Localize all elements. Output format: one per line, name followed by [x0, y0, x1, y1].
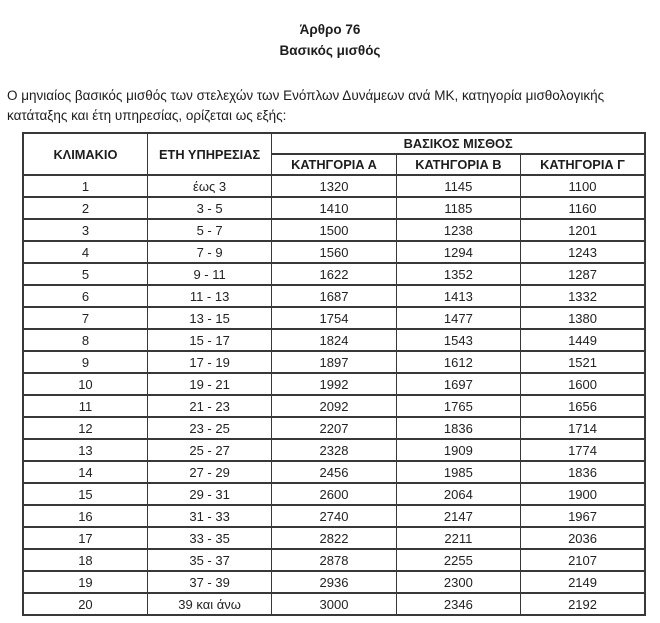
cell: 20: [23, 593, 147, 615]
cell: έως 3: [147, 175, 271, 197]
col-header-basikos-misthos: ΒΑΣΙΚΟΣ ΜΙΣΘΟΣ: [272, 133, 645, 154]
col-header-klimakio: ΚΛΙΜΑΚΙΟ: [23, 133, 147, 175]
cell: 1836: [521, 461, 645, 483]
cell: 2878: [272, 549, 396, 571]
header-row-top: [23, 133, 645, 154]
cell: 2936: [272, 571, 396, 593]
cell: 1622: [272, 263, 396, 285]
table-row: [23, 483, 645, 505]
cell: 2600: [272, 483, 396, 505]
table-row: [23, 307, 645, 329]
intro-paragraph: [7, 86, 656, 126]
cell: 19 - 21: [147, 373, 271, 395]
cell: 1774: [521, 439, 645, 461]
cell: 7: [23, 307, 147, 329]
cell: 1612: [396, 351, 520, 373]
cell: 31 - 33: [147, 505, 271, 527]
cell: 13: [23, 439, 147, 461]
cell: 1521: [521, 351, 645, 373]
cell: 1687: [272, 285, 396, 307]
cell: 1656: [521, 395, 645, 417]
cell: 11 - 13: [147, 285, 271, 307]
cell: 6: [23, 285, 147, 307]
cell: 1413: [396, 285, 520, 307]
table-row: [23, 505, 645, 527]
cell: 1697: [396, 373, 520, 395]
table-row: [23, 175, 645, 197]
cell: 1449: [521, 329, 645, 351]
cell: 3: [23, 219, 147, 241]
cell: 11: [23, 395, 147, 417]
cell: 7 - 9: [147, 241, 271, 263]
cell: 2: [23, 197, 147, 219]
cell: 1500: [272, 219, 396, 241]
cell: 3 - 5: [147, 197, 271, 219]
cell: 1477: [396, 307, 520, 329]
cell: 1238: [396, 219, 520, 241]
cell: 2092: [272, 395, 396, 417]
cell: 1410: [272, 197, 396, 219]
cell: 5: [23, 263, 147, 285]
cell: 35 - 37: [147, 549, 271, 571]
table-row: [23, 527, 645, 549]
cell: 1836: [396, 417, 520, 439]
cell: 15 - 17: [147, 329, 271, 351]
cell: 1185: [396, 197, 520, 219]
cell: 15: [23, 483, 147, 505]
cell: 1100: [521, 175, 645, 197]
table-row: [23, 373, 645, 395]
cell: 2822: [272, 527, 396, 549]
cell: 13 - 15: [147, 307, 271, 329]
cell: 1897: [272, 351, 396, 373]
cell: 39 και άνω: [147, 593, 271, 615]
cell: 1714: [521, 417, 645, 439]
cell: 16: [23, 505, 147, 527]
cell: 1900: [521, 483, 645, 505]
table-row: [23, 219, 645, 241]
cell: 1380: [521, 307, 645, 329]
table-row: [23, 329, 645, 351]
cell: 2300: [396, 571, 520, 593]
cell: 1824: [272, 329, 396, 351]
cell: 2036: [521, 527, 645, 549]
col-header-katigoria-b: ΚΑΤΗΓΟΡΙΑ Β: [396, 154, 520, 175]
cell: 1992: [272, 373, 396, 395]
cell: 1765: [396, 395, 520, 417]
cell: 25 - 27: [147, 439, 271, 461]
cell: 1287: [521, 263, 645, 285]
cell: 2149: [521, 571, 645, 593]
intro-line-2: κατάταξης και έτη υπηρεσίας, ορίζεται ως εξής:: [7, 108, 287, 123]
cell: 2328: [272, 439, 396, 461]
cell: 1600: [521, 373, 645, 395]
table-row: [23, 461, 645, 483]
cell: 21 - 23: [147, 395, 271, 417]
cell: 2740: [272, 505, 396, 527]
cell: 1352: [396, 263, 520, 285]
salary-table: [22, 132, 646, 616]
cell: 2147: [396, 505, 520, 527]
cell: 1320: [272, 175, 396, 197]
cell: 1754: [272, 307, 396, 329]
col-header-katigoria-a: ΚΑΤΗΓΟΡΙΑ Α: [272, 154, 396, 175]
cell: 29 - 31: [147, 483, 271, 505]
cell: 8: [23, 329, 147, 351]
cell: 1243: [521, 241, 645, 263]
cell: 2107: [521, 549, 645, 571]
cell: 9 - 11: [147, 263, 271, 285]
cell: 1909: [396, 439, 520, 461]
salary-table-head: [23, 133, 645, 175]
article-subtitle: Βασικός μισθός: [279, 43, 381, 58]
cell: 27 - 29: [147, 461, 271, 483]
table-row: [23, 395, 645, 417]
table-row: [23, 549, 645, 571]
cell: 1332: [521, 285, 645, 307]
cell: 17 - 19: [147, 351, 271, 373]
cell: 1145: [396, 175, 520, 197]
table-row: [23, 571, 645, 593]
table-row: [23, 285, 645, 307]
cell: 1201: [521, 219, 645, 241]
table-row: [23, 263, 645, 285]
table-row: [23, 197, 645, 219]
col-header-eti-ypiresias: ΕΤΗ ΥΠΗΡΕΣΙΑΣ: [147, 133, 271, 175]
cell: 33 - 35: [147, 527, 271, 549]
cell: 1543: [396, 329, 520, 351]
cell: 12: [23, 417, 147, 439]
cell: 14: [23, 461, 147, 483]
cell: 1160: [521, 197, 645, 219]
cell: 2456: [272, 461, 396, 483]
cell: 1985: [396, 461, 520, 483]
cell: 5 - 7: [147, 219, 271, 241]
table-row: [23, 351, 645, 373]
cell: 3000: [272, 593, 396, 615]
cell: 2255: [396, 549, 520, 571]
cell: 2192: [521, 593, 645, 615]
cell: 1560: [272, 241, 396, 263]
cell: 2211: [396, 527, 520, 549]
cell: 2346: [396, 593, 520, 615]
cell: 1: [23, 175, 147, 197]
article-header: [0, 0, 660, 61]
article-title: Άρθρο 76: [299, 22, 361, 37]
cell: 10: [23, 373, 147, 395]
col-header-katigoria-g: ΚΑΤΗΓΟΡΙΑ Γ: [521, 154, 645, 175]
cell: 23 - 25: [147, 417, 271, 439]
salary-table-body: [23, 175, 645, 615]
cell: 37 - 39: [147, 571, 271, 593]
cell: 4: [23, 241, 147, 263]
cell: 2207: [272, 417, 396, 439]
cell: 1967: [521, 505, 645, 527]
intro-line-1: Ο μηνιαίος βασικός μισθός των στελεχών των Ενόπλων Δυνάμεων ανά ΜΚ, κατηγορία μισθολογικής: [7, 88, 605, 103]
cell: 1294: [396, 241, 520, 263]
table-row: [23, 439, 645, 461]
cell: 2064: [396, 483, 520, 505]
table-row: [23, 417, 645, 439]
cell: 19: [23, 571, 147, 593]
cell: 9: [23, 351, 147, 373]
table-row: [23, 241, 645, 263]
cell: 18: [23, 549, 147, 571]
cell: 17: [23, 527, 147, 549]
table-row: [23, 593, 645, 615]
